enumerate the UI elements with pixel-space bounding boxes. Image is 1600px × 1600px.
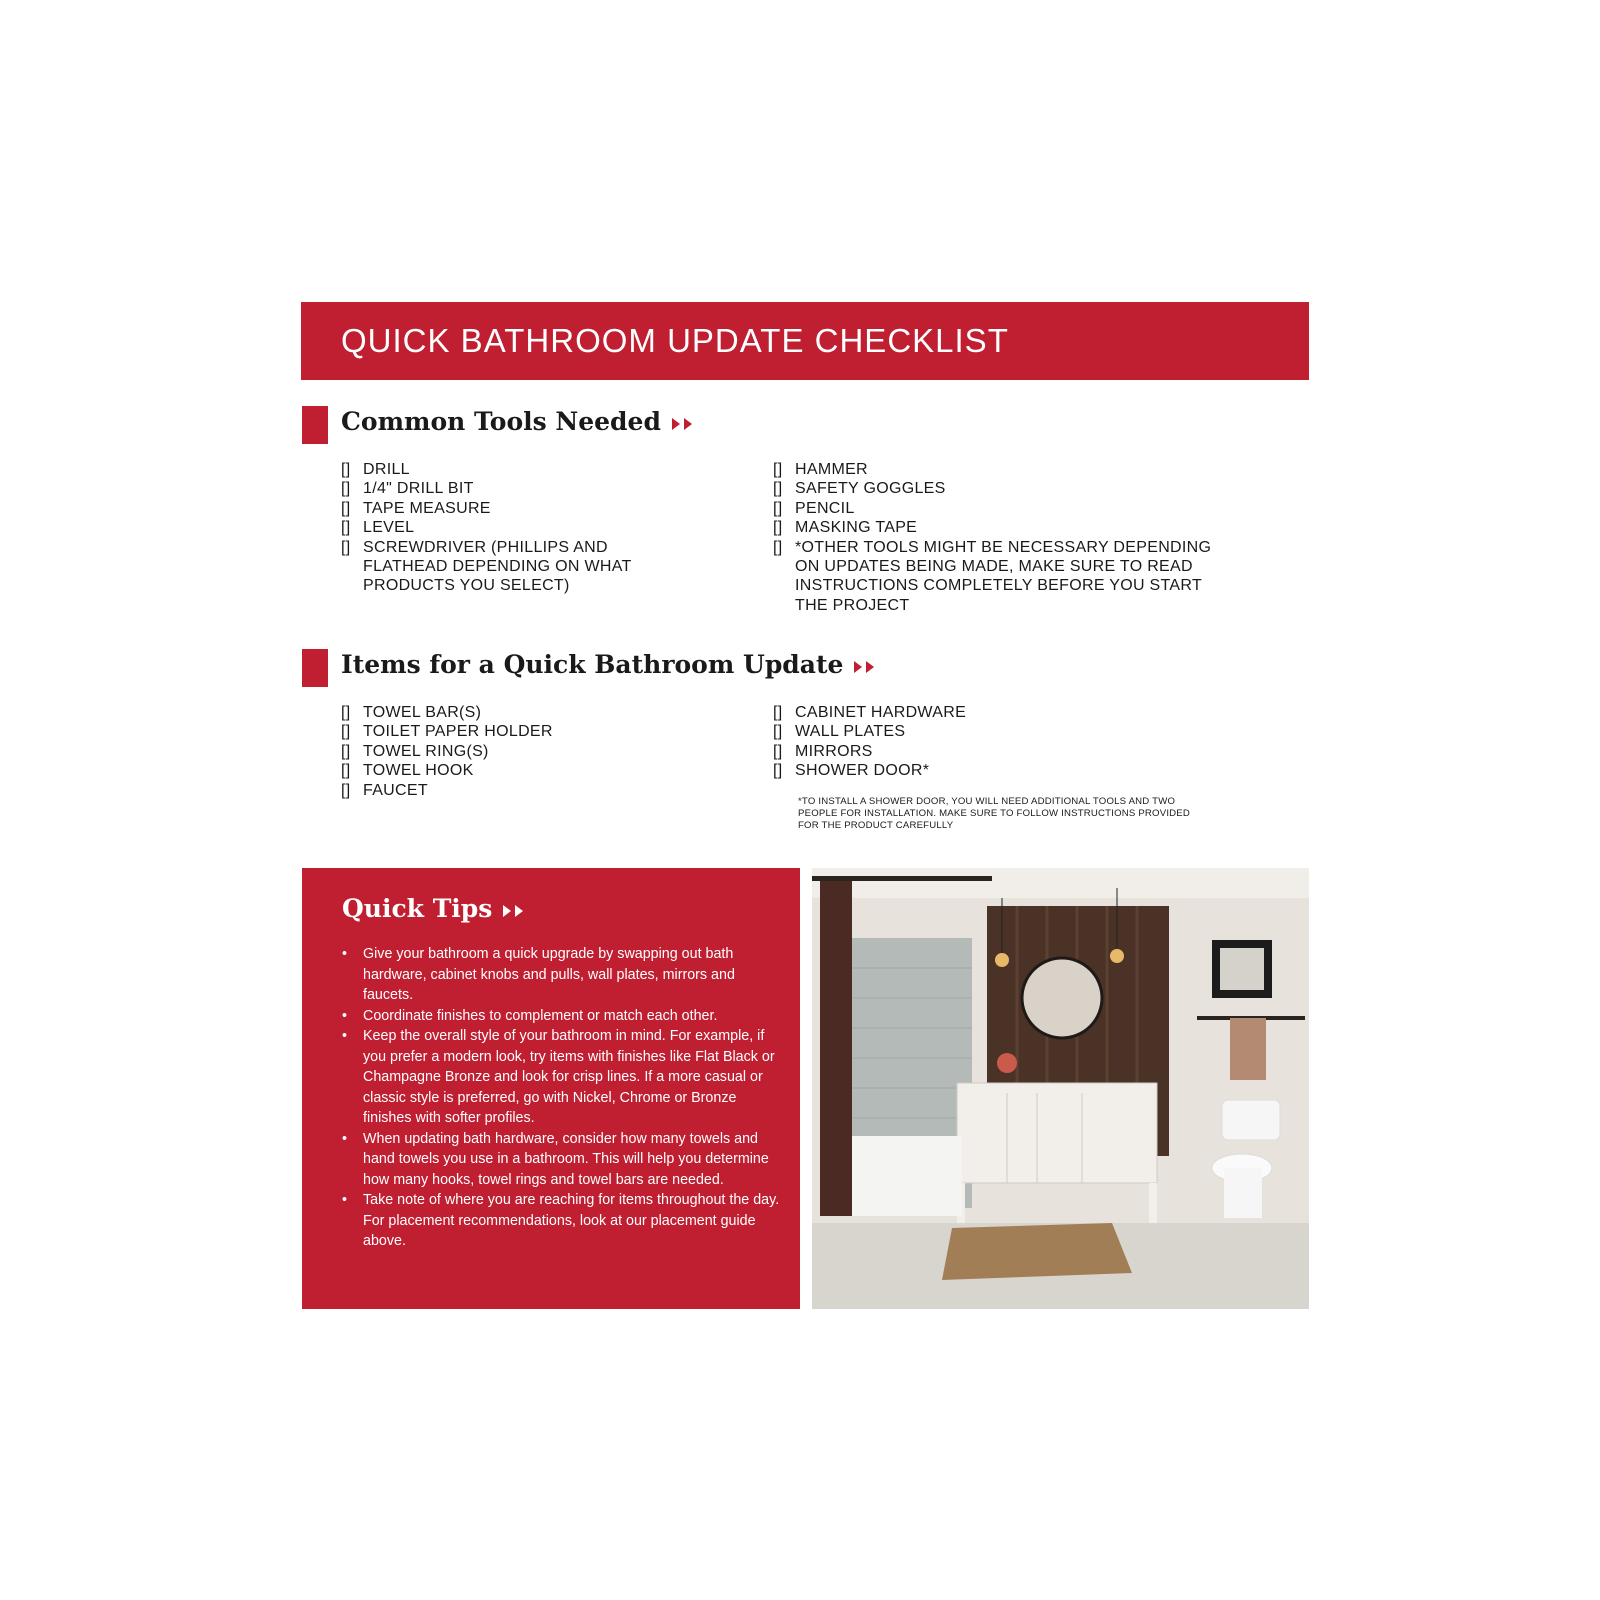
checklist-item bbox=[341, 460, 632, 479]
checklist-item-text: SAFETY GOGGLES bbox=[795, 480, 946, 498]
note-line: *TO INSTALL A SHOWER DOOR, YOU WILL NEED ADDITIONAL TOOLS AND TWO bbox=[798, 796, 1176, 807]
checkbox-icon: [] bbox=[341, 461, 351, 478]
checkbox-icon: [] bbox=[773, 762, 783, 780]
checklist-item bbox=[773, 722, 966, 741]
checklist-item bbox=[341, 703, 553, 722]
checklist-item bbox=[341, 722, 553, 741]
tools-list-right bbox=[773, 460, 1211, 615]
checklist-item-text: TAPE MEASURE bbox=[363, 499, 491, 517]
double-arrow-icon bbox=[853, 659, 877, 675]
checkbox-icon: [] bbox=[773, 538, 783, 556]
checkbox-icon: [] bbox=[341, 781, 351, 799]
tip-item: • Give your bathroom a quick upgrade by swapping out bath hardware, cabinet knobs and pulls, wall plates, mirrors and faucets. bbox=[342, 944, 782, 1006]
header-banner bbox=[301, 302, 1309, 380]
checklist-item bbox=[341, 742, 553, 761]
checklist-item bbox=[773, 479, 1211, 498]
checkbox-icon: [] bbox=[773, 461, 783, 478]
checklist-item-text: SHOWER DOOR* bbox=[795, 762, 930, 780]
checklist-item bbox=[341, 781, 553, 800]
checklist-item-text: LEVEL bbox=[363, 519, 415, 537]
checklist-item-text: MIRRORS bbox=[795, 742, 873, 760]
checklist-item-text: ON UPDATES BEING MADE, MAKE SURE TO READ bbox=[795, 558, 1193, 576]
checkbox-icon: [] bbox=[773, 480, 783, 498]
checklist-item-text: DRILL bbox=[363, 461, 410, 478]
checklist-item bbox=[773, 518, 1211, 537]
section-marker bbox=[302, 649, 328, 687]
checklist-item-text: TOILET PAPER HOLDER bbox=[363, 723, 553, 741]
shower-door-note bbox=[798, 796, 1190, 832]
checklist-item bbox=[773, 499, 1211, 518]
checklist-item-text: TOWEL BAR(S) bbox=[363, 704, 482, 721]
checklist-item-text: INSTRUCTIONS COMPLETELY BEFORE YOU START bbox=[795, 577, 1203, 595]
checkbox-icon: [] bbox=[341, 742, 351, 760]
tip-item: • When updating bath hardware, consider how many towels and hand towels you use in a bathroom. This will help you determine how many hooks, towel rings and towel bars are needed. bbox=[342, 1129, 782, 1191]
checklist-item-text: PENCIL bbox=[795, 499, 855, 517]
checkbox-icon: [] bbox=[773, 499, 783, 517]
section-heading-tools bbox=[341, 407, 695, 436]
note-line: PEOPLE FOR INSTALLATION. MAKE SURE TO FOLLOW INSTRUCTIONS PROVIDED bbox=[798, 808, 1191, 819]
checklist-item-text: WALL PLATES bbox=[795, 723, 906, 741]
quick-tips-list bbox=[342, 944, 782, 1252]
checkbox-icon: [] bbox=[341, 762, 351, 780]
checklist-item-text: TOWEL HOOK bbox=[363, 762, 474, 780]
checkbox-icon: [] bbox=[773, 519, 783, 537]
checklist-item-text: HAMMER bbox=[795, 461, 868, 478]
checklist-item-text: TOWEL RING(S) bbox=[363, 742, 489, 760]
checklist-item-text: FAUCET bbox=[363, 781, 428, 799]
checkbox-icon: [] bbox=[773, 704, 783, 721]
checkbox-icon: [] bbox=[341, 723, 351, 741]
checklist-item bbox=[773, 703, 966, 722]
quick-tips-panel bbox=[302, 868, 800, 1309]
quick-tips-heading bbox=[342, 894, 526, 923]
checklist-item bbox=[773, 761, 966, 780]
checkbox-icon: [] bbox=[773, 742, 783, 760]
items-list-right bbox=[773, 703, 966, 781]
page-title: QUICK BATHROOM UPDATE CHECKLIST bbox=[341, 322, 1009, 359]
checklist-item-text: FLATHEAD DEPENDING ON WHAT bbox=[363, 558, 632, 576]
section-marker bbox=[302, 406, 328, 444]
checklist-item bbox=[341, 518, 632, 537]
section-heading-items bbox=[341, 650, 877, 679]
checklist-item-text: PRODUCTS YOU SELECT) bbox=[363, 577, 570, 595]
checklist-item bbox=[773, 742, 966, 761]
note-line: FOR THE PRODUCT CAREFULLY bbox=[798, 820, 954, 831]
checkbox-icon: [] bbox=[773, 723, 783, 741]
double-arrow-icon bbox=[502, 903, 526, 919]
checklist-item-text: SCREWDRIVER (PHILLIPS AND bbox=[363, 538, 608, 556]
checklist-item bbox=[773, 460, 1211, 479]
checkbox-icon: [] bbox=[341, 704, 351, 721]
bathroom-photo bbox=[812, 868, 1309, 1309]
checklist-item-text: *OTHER TOOLS MIGHT BE NECESSARY DEPENDING bbox=[795, 538, 1212, 556]
checklist-item bbox=[773, 538, 1211, 616]
checklist-item-text: THE PROJECT bbox=[795, 596, 910, 614]
checklist-item-text: 1/4" DRILL BIT bbox=[363, 480, 474, 498]
checklist-item-text: CABINET HARDWARE bbox=[795, 704, 967, 721]
checkbox-icon: [] bbox=[341, 538, 351, 556]
checklist-item bbox=[341, 499, 632, 518]
checklist-item-text: MASKING TAPE bbox=[795, 519, 918, 537]
section-heading-tools-text: Common Tools Needed bbox=[341, 407, 661, 436]
tip-item: • Coordinate finishes to complement or match each other. bbox=[342, 1006, 782, 1027]
section-heading-items-text: Items for a Quick Bathroom Update bbox=[341, 650, 844, 679]
checkbox-icon: [] bbox=[341, 499, 351, 517]
checklist-item bbox=[341, 538, 632, 596]
checkbox-icon: [] bbox=[341, 480, 351, 498]
tools-list-left bbox=[341, 460, 632, 596]
tip-item: • Keep the overall style of your bathroom in mind. For example, if you prefer a modern look, try items with finishes like Flat Black or Champagne Bronze and look for crisp lines. If a more casual or classic style is preferred, go with Nickel, Chrome or Bronze finishes with softer profiles. bbox=[342, 1026, 782, 1129]
checklist-item bbox=[341, 479, 632, 498]
tip-item: • Take note of where you are reaching for items throughout the day. For placement recommendations, look at our placement guide above. bbox=[342, 1190, 782, 1252]
items-list-left bbox=[341, 703, 553, 800]
checklist-item bbox=[341, 761, 553, 780]
quick-tips-heading-text: Quick Tips bbox=[342, 894, 493, 923]
double-arrow-icon bbox=[671, 416, 695, 432]
checkbox-icon: [] bbox=[341, 519, 351, 537]
